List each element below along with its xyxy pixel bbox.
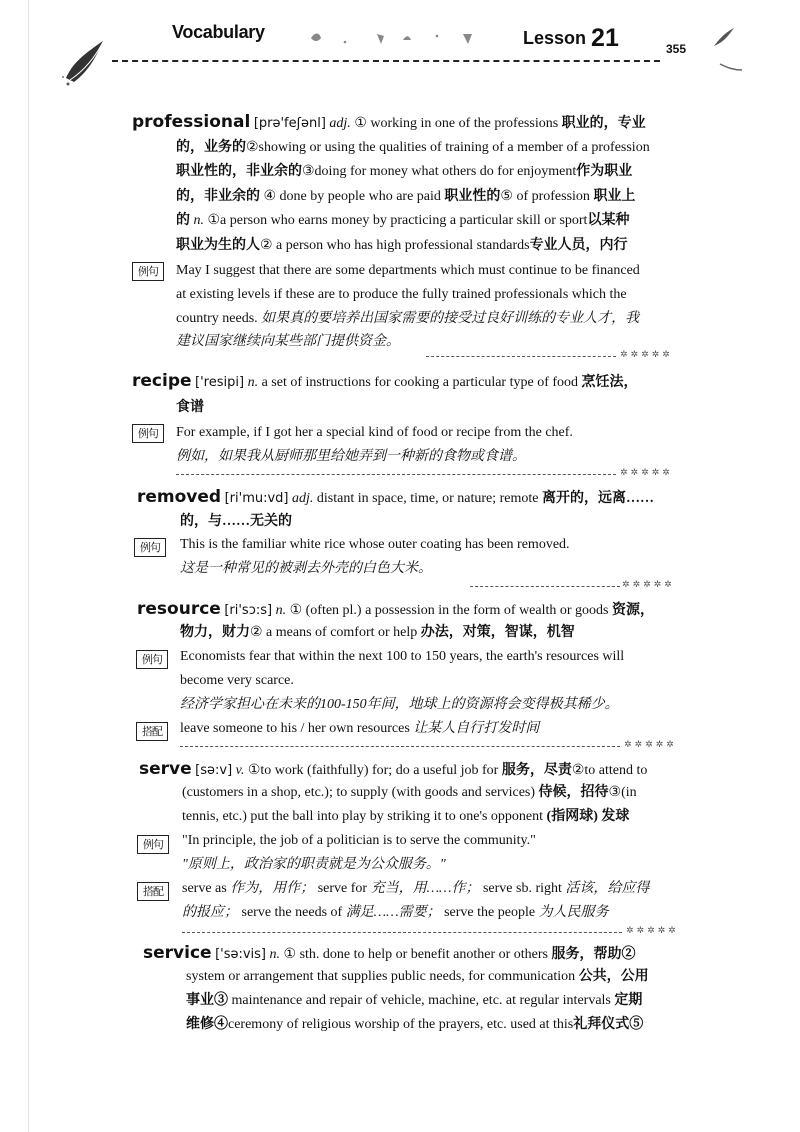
headword: resource xyxy=(137,599,221,619)
page-number: 355 xyxy=(666,42,687,56)
part-of-speech: n. xyxy=(275,603,287,618)
definition-text: ⑤ of profession xyxy=(500,189,590,204)
separator-stars: ✲✲✲✲✲ xyxy=(622,580,675,590)
separator-stars: ✲✲✲✲✲ xyxy=(620,468,673,478)
entry-separator xyxy=(180,746,620,747)
headword: serve xyxy=(139,759,192,779)
entry-serve-line1 xyxy=(139,760,647,780)
collocation-cn: 的报应； xyxy=(182,905,238,920)
example-translation: 例如，如果我从厨师那里给她弄到一种新的食物或食谱。 xyxy=(176,449,526,464)
definition-cn: 离开的，远离…… xyxy=(541,491,654,506)
collocation-text: serve the people xyxy=(444,905,536,920)
lesson-number: 21 xyxy=(591,24,619,52)
part-of-speech: n. xyxy=(193,213,204,228)
definition-text: ②to attend to xyxy=(571,763,648,778)
collocation xyxy=(182,880,649,898)
example-tag: 例句 xyxy=(136,650,168,669)
definition-cn: 资源， xyxy=(612,603,654,618)
headword: service xyxy=(143,943,212,963)
lesson-word: Lesson xyxy=(523,28,587,48)
definition-cn: 的，业务的 xyxy=(176,140,246,155)
collocation-cn: 满足……需要； xyxy=(345,905,441,920)
definition-text: ①a person who earns money by practicing a particular skill or sport xyxy=(207,213,588,228)
headword: professional xyxy=(132,112,251,132)
definition-text: (customers in a shop, etc.); to supply (with goods and services) xyxy=(182,785,536,800)
pronunciation: ['resipi] xyxy=(195,375,245,390)
example-text: country needs. xyxy=(176,311,258,326)
entry-recipe-line1 xyxy=(132,372,638,392)
definition-cn: 职业上 xyxy=(593,189,636,204)
entry-service-line4 xyxy=(186,1016,643,1034)
definition-cn: 服务，帮助② xyxy=(551,947,636,962)
definition-cn: 食谱 xyxy=(176,400,204,415)
example-sentence: May I suggest that there are some departments which must continue to be financed xyxy=(176,263,640,278)
collocation-cn: 为人民服务 xyxy=(538,905,609,920)
definition-cn: 公共，公用 xyxy=(578,969,649,984)
definition-text: ④ done by people who are paid xyxy=(263,189,441,204)
definition-cn: 作为职业 xyxy=(576,164,633,179)
example-translation: 建议国家继续向某些部门提供资金。 xyxy=(176,334,400,349)
entry-professional-line1 xyxy=(132,113,646,133)
entry-service-line3 xyxy=(186,992,642,1010)
entry-serve-line3 xyxy=(182,808,629,826)
entry-professional-line2 xyxy=(176,139,650,157)
definition-cn: 礼拜仪式⑤ xyxy=(573,1017,644,1032)
separator-stars: ✲✲✲✲✲ xyxy=(620,350,673,360)
collocation-text: leave someone to his / her own resources xyxy=(180,721,410,736)
entry-resource-line1 xyxy=(137,600,654,620)
example-tag: 例句 xyxy=(132,262,164,281)
page-binding-shadow xyxy=(28,0,29,1132)
pronunciation: [prə'feʃənl] xyxy=(253,116,326,131)
entry-professional-line6 xyxy=(176,237,628,255)
example-tag: 例句 xyxy=(134,538,166,557)
part-of-speech: adj. xyxy=(292,491,314,506)
example-translation: 这是一种常见的被剥去外壳的白色大米。 xyxy=(180,561,432,576)
definition-cn: 的，非业余的 xyxy=(176,189,260,204)
definition-cn: 事业③ xyxy=(186,993,228,1008)
entry-service-line1 xyxy=(143,944,636,964)
definition-text: system or arrangement that supplies public needs, for communication xyxy=(186,969,576,984)
part-of-speech: adj. xyxy=(329,116,351,131)
collocation-cn: 充当，用……作； xyxy=(370,881,480,896)
example-translation: 如果真的要培养出国家需要的接受过良好训练的专业人才，我 xyxy=(261,311,640,326)
entry-service-line2 xyxy=(186,968,649,986)
definition-cn: 职业性的 xyxy=(444,189,501,204)
definition-cn: 办法，对策，智谋，机智 xyxy=(420,625,575,640)
header-lesson xyxy=(523,22,619,51)
example-tag: 例句 xyxy=(132,424,164,443)
definition-cn: 服务，尽责 xyxy=(501,763,572,778)
leaf-ornament-left xyxy=(60,30,110,90)
example-sentence xyxy=(176,310,639,328)
collocation xyxy=(182,904,609,922)
entry-professional-line3 xyxy=(176,163,632,181)
separator-stars: ✲✲✲✲✲ xyxy=(624,740,677,750)
example-sentence: Economists fear that within the next 100 to 150 years, the earth's resources will xyxy=(180,649,625,664)
header-ornament xyxy=(305,28,495,48)
definition-cn: (指网球) 发球 xyxy=(546,809,630,824)
example-sentence: This is the familiar white rice whose outer coating has been removed. xyxy=(180,537,570,552)
definition-cn: 职业的，专业 xyxy=(561,116,646,131)
collocation-text: serve the needs of xyxy=(241,905,343,920)
definition-cn: 侍候，招待 xyxy=(538,785,609,800)
definition-text: tennis, etc.) put the ball into play by striking it to one's opponent xyxy=(182,809,544,824)
entry-separator xyxy=(426,356,616,357)
separator-stars: ✲✲✲✲✲ xyxy=(626,926,679,936)
example-sentence: "In principle, the job of a politician is to serve the community." xyxy=(182,833,536,848)
entry-separator xyxy=(182,932,622,933)
collocation-text: serve sb. right xyxy=(482,881,562,896)
definition-text: maintenance and repair of vehicle, machine, etc. at regular intervals xyxy=(231,993,611,1008)
definition-text: ①to work (faithfully) for; do a useful job for xyxy=(247,763,499,778)
collocation-cn: 活该，给应得 xyxy=(565,881,650,896)
definition-text: a set of instructions for cooking a particular type of food xyxy=(261,375,579,390)
definition-cn: 物力，财力 xyxy=(180,625,250,640)
definition-cn: 烹饪法， xyxy=(581,375,638,390)
definition-cn: 专业人员，内行 xyxy=(529,238,628,253)
collocation-tag: 搭配 xyxy=(137,882,169,901)
definition-text: ② a means of comfort or help xyxy=(250,625,418,640)
definition-text: ② a person who has high professional standards xyxy=(260,238,530,253)
collocation xyxy=(180,720,539,738)
entry-removed-line1 xyxy=(137,488,654,508)
definition-text: distant in space, time, or nature; remote xyxy=(316,491,539,506)
entry-professional-line5 xyxy=(176,212,629,230)
header-section-title: Vocabulary xyxy=(172,22,265,42)
headword: removed xyxy=(137,487,222,507)
collocation-text: serve for xyxy=(317,881,368,896)
definition-text: ③(in xyxy=(608,785,637,800)
definition-text: ① sth. done to help or benefit another or others xyxy=(283,947,548,962)
definition-cn: 职业为生的人 xyxy=(176,238,260,253)
collocation-cn: 作为，用作； xyxy=(230,881,315,896)
part-of-speech: n. xyxy=(269,947,281,962)
headword: recipe xyxy=(132,371,192,391)
example-translation: "原则上，政治家的职责就是为公众服务。" xyxy=(182,857,446,872)
definition-text: ① working in one of the professions xyxy=(354,116,559,131)
entry-resource-line2 xyxy=(180,624,575,642)
definition-text: ceremony of religious worship of the prayers, etc. used at this xyxy=(228,1017,574,1032)
header-rule xyxy=(112,60,660,62)
example-sentence: at existing levels if these are to produce the fully trained professionals which the xyxy=(176,287,627,302)
entry-professional-line4 xyxy=(176,188,635,206)
entry-serve-line2 xyxy=(182,784,637,802)
pronunciation: [ri'sɔ:s] xyxy=(224,603,273,618)
collocation-text: serve as xyxy=(182,881,227,896)
leaf-ornament-right xyxy=(700,22,750,72)
example-translation: 经济学家担心在未来的100-150年间，地球上的资源将会变得极其稀少。 xyxy=(180,697,619,712)
definition-cn: 的 xyxy=(176,213,190,228)
collocation-cn: 让某人自行打发时间 xyxy=(413,721,540,736)
collocation-tag: 搭配 xyxy=(136,722,168,741)
definition-cn: 维修④ xyxy=(186,1017,228,1032)
definition-cn: 以某种 xyxy=(587,213,630,228)
definition-cn: 职业性的，非业余的 xyxy=(176,164,302,179)
definition-text: ②showing or using the qualities of training of a member of a profession xyxy=(246,140,650,155)
pronunciation: ['sə:vis] xyxy=(215,947,267,962)
example-sentence: For example, if I got her a special kind of food or recipe from the chef. xyxy=(176,425,573,440)
entry-separator xyxy=(176,474,616,475)
definition-text: ③doing for money what others do for enjoyment xyxy=(302,164,577,179)
part-of-speech: v. xyxy=(235,763,245,778)
definition-cn: 的，与……无关的 xyxy=(180,514,292,529)
entry-separator xyxy=(470,586,620,587)
part-of-speech: n. xyxy=(247,375,259,390)
example-tag: 例句 xyxy=(137,835,169,854)
definition-text: ① (often pl.) a possession in the form of wealth or goods xyxy=(289,603,609,618)
example-sentence: become very scarce. xyxy=(180,673,294,688)
pronunciation: [ri'mu:vd] xyxy=(224,491,289,506)
pronunciation: [sə:v] xyxy=(195,763,233,778)
definition-cn: 定期 xyxy=(614,993,643,1008)
